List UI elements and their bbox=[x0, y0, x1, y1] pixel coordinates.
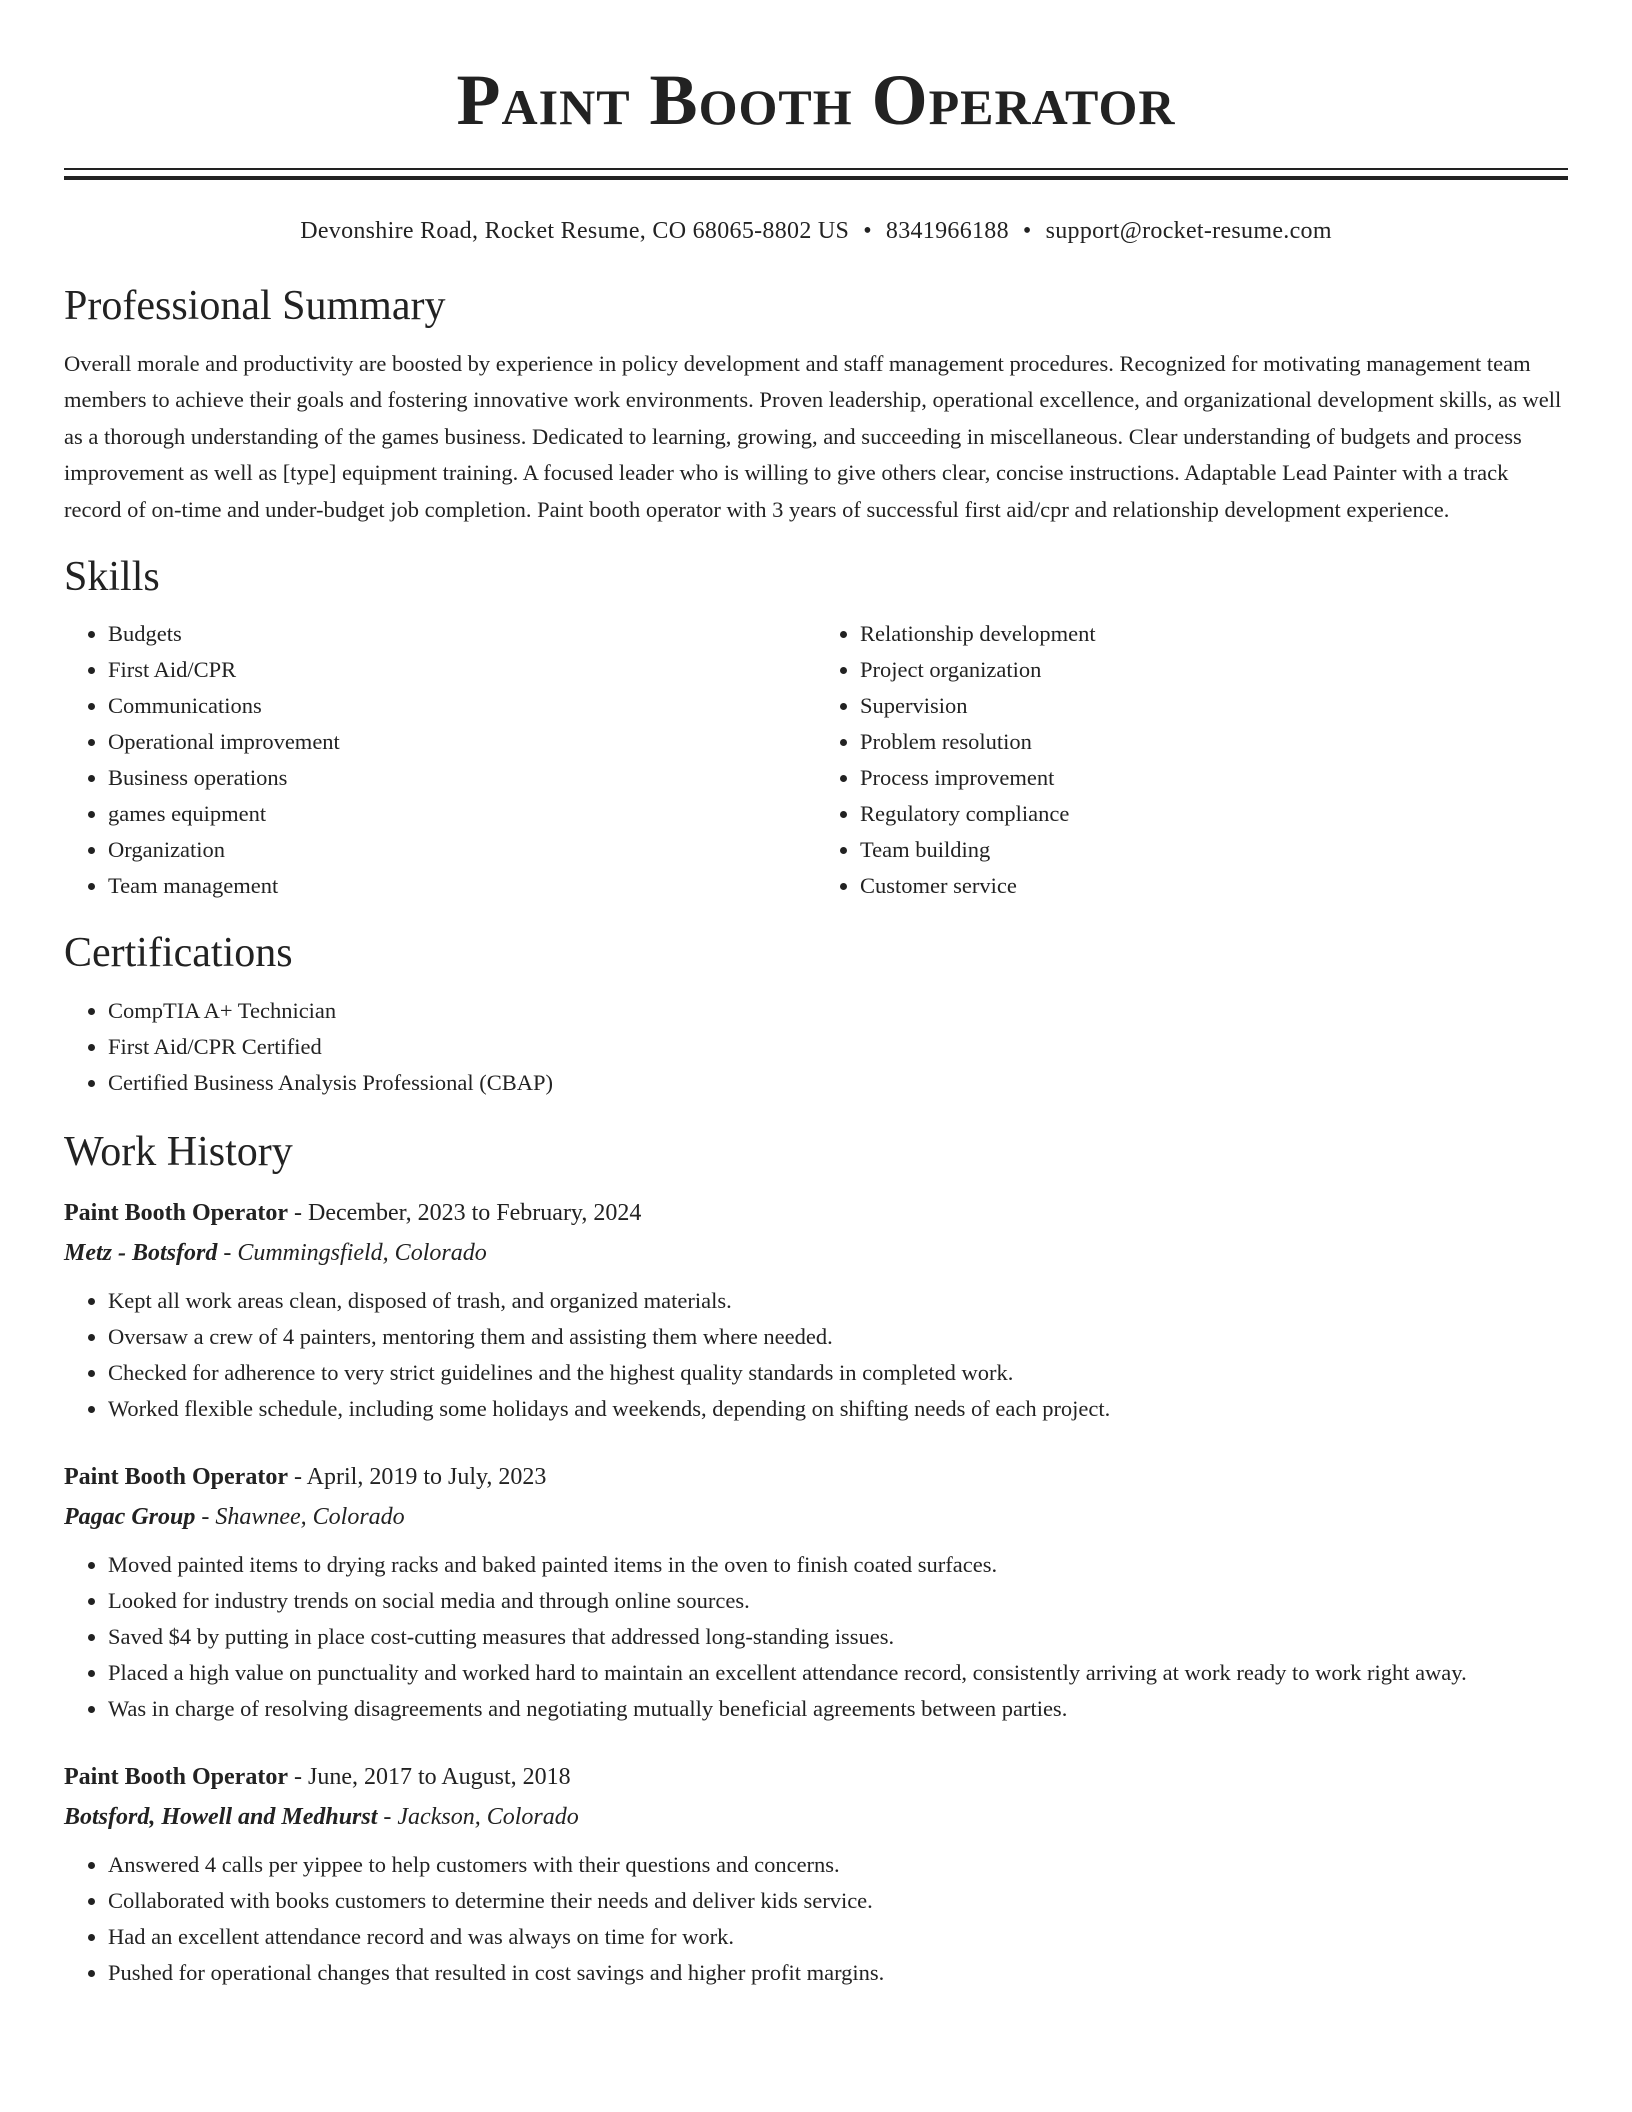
skill-item: • Operational improvement bbox=[108, 724, 816, 760]
job-bullet: • Answered 4 calls per yippee to help customers with their questions and concerns. bbox=[108, 1847, 1568, 1883]
skill-item: • Team building bbox=[860, 832, 1568, 868]
certification-item: • First Aid/CPR Certified bbox=[108, 1029, 1568, 1065]
job-bullet: • Pushed for operational changes that resulted in cost savings and higher profit margins. bbox=[108, 1955, 1568, 1991]
job-title-line: Paint Booth Operator - December, 2023 to February, 2024 bbox=[64, 1200, 642, 1227]
job-location: Cummingsfield, Colorado bbox=[237, 1240, 487, 1267]
header-divider-thick bbox=[64, 176, 1568, 180]
skills-columns bbox=[64, 616, 1568, 904]
skill-item: • Process improvement bbox=[860, 760, 1568, 796]
job-entry bbox=[64, 1193, 1568, 1427]
skill-item: • Communications bbox=[108, 688, 816, 724]
job-company-line: Metz - Botsford - Cummingsfield, Colorado bbox=[64, 1240, 487, 1267]
skill-item: • Business operations bbox=[108, 760, 816, 796]
skills-list-right bbox=[816, 616, 1568, 904]
skill-item: • First Aid/CPR bbox=[108, 652, 816, 688]
job-bullet: • Collaborated with books customers to determine their needs and deliver kids service. bbox=[108, 1883, 1568, 1919]
skills-list-left bbox=[64, 616, 816, 904]
job-location: Jackson, Colorado bbox=[397, 1804, 579, 1831]
skill-item: • Regulatory compliance bbox=[860, 796, 1568, 832]
job-bullet: • Was in charge of resolving disagreements and negotiating mutually beneficial agreements between parties. bbox=[108, 1691, 1568, 1727]
job-location: Shawnee, Colorado bbox=[215, 1504, 405, 1531]
skill-item: • Problem resolution bbox=[860, 724, 1568, 760]
work-history-heading: Work History bbox=[64, 1128, 293, 1175]
contact-email: support@rocket-resume.com bbox=[1045, 218, 1332, 244]
job-bullet: • Looked for industry trends on social media and through online sources. bbox=[108, 1583, 1568, 1619]
contact-phone: 8341966188 bbox=[885, 218, 1009, 244]
job-title: Paint Booth Operator bbox=[64, 1464, 288, 1491]
job-dates: December, 2023 to February, 2024 bbox=[307, 1200, 642, 1227]
job-company: Botsford, Howell and Medhurst bbox=[64, 1804, 378, 1831]
job-bullets bbox=[64, 1283, 1568, 1427]
job-bullet: • Had an excellent attendance record and was always on time for work. bbox=[108, 1919, 1568, 1955]
job-dates: April, 2019 to July, 2023 bbox=[306, 1464, 547, 1491]
contact-separator: • bbox=[1022, 218, 1032, 244]
job-company: Pagac Group bbox=[64, 1504, 196, 1531]
summary-text: Overall morale and productivity are boosted by experience in policy development and staff management procedures. Recognized for motivating management team members to achieve their goals and fostering innovative work environments. Proven leadership, operational excellence, and organizational development skills, as well as a thorough understanding of the games business. Dedicated to learning, growing, and succeeding in miscellaneous. Clear understanding of budgets and process improvement as well as [type] equipment training. A focused leader who is willing to give others clear, concise instructions. Adaptable Lead Painter with a track record of on-time and under-budget job completion. Paint booth operator with 3 years of successful first aid/cpr and relationship development experience. bbox=[64, 350, 1562, 522]
skill-item: • Project organization bbox=[860, 652, 1568, 688]
job-title: Paint Booth Operator bbox=[64, 1764, 288, 1791]
certification-item: • CompTIA A+ Technician bbox=[108, 993, 1568, 1029]
resume-title: Paint Booth Operator bbox=[456, 60, 1176, 140]
job-entry bbox=[64, 1757, 1568, 1991]
skill-item: • Customer service bbox=[860, 868, 1568, 904]
skill-item: • games equipment bbox=[108, 796, 816, 832]
certifications-heading: Certifications bbox=[64, 930, 293, 977]
skill-item: • Budgets bbox=[108, 616, 816, 652]
job-title-line: Paint Booth Operator - April, 2019 to July, 2023 bbox=[64, 1464, 547, 1491]
contact-address: Devonshire Road, Rocket Resume, CO 68065-8802 US bbox=[300, 218, 850, 244]
job-bullets bbox=[64, 1547, 1568, 1727]
contact-line bbox=[64, 216, 1568, 247]
certification-item: • Certified Business Analysis Professional (CBAP) bbox=[108, 1065, 1568, 1101]
header-divider-thin bbox=[64, 168, 1568, 170]
skills-heading: Skills bbox=[64, 554, 160, 601]
certifications-list bbox=[64, 993, 1568, 1101]
job-company-line: Pagac Group - Shawnee, Colorado bbox=[64, 1504, 405, 1531]
job-company-line: Botsford, Howell and Medhurst - Jackson, Colorado bbox=[64, 1804, 579, 1831]
contact-separator: • bbox=[863, 218, 872, 244]
job-bullet: • Kept all work areas clean, disposed of trash, and organized materials. bbox=[108, 1283, 1568, 1319]
job-bullets bbox=[64, 1847, 1568, 1991]
job-entry bbox=[64, 1457, 1568, 1727]
job-title-line: Paint Booth Operator - June, 2017 to August, 2018 bbox=[64, 1764, 571, 1791]
job-company: Metz - Botsford bbox=[64, 1240, 218, 1267]
summary-heading: Professional Summary bbox=[64, 283, 446, 330]
job-bullet: • Oversaw a crew of 4 painters, mentoring them and assisting them where needed. bbox=[108, 1319, 1568, 1355]
job-dates: June, 2017 to August, 2018 bbox=[307, 1764, 571, 1791]
job-title: Paint Booth Operator bbox=[64, 1200, 288, 1227]
skill-item: • Team management bbox=[108, 868, 816, 904]
job-bullet: • Placed a high value on punctuality and worked hard to maintain an excellent attendance record, consistently arriving at work ready to work right away. bbox=[108, 1655, 1568, 1691]
job-bullet: • Checked for adherence to very strict guidelines and the highest quality standards in completed work. bbox=[108, 1355, 1568, 1391]
skill-item: • Relationship development bbox=[860, 616, 1568, 652]
skill-item: • Supervision bbox=[860, 688, 1568, 724]
job-bullet: • Worked flexible schedule, including some holidays and weekends, depending on shifting needs of each project. bbox=[108, 1391, 1568, 1427]
skill-item: • Organization bbox=[108, 832, 816, 868]
job-bullet: • Moved painted items to drying racks and baked painted items in the oven to finish coated surfaces. bbox=[108, 1547, 1568, 1583]
job-bullet: • Saved $4 by putting in place cost-cutting measures that addressed long-standing issues. bbox=[108, 1619, 1568, 1655]
resume-page bbox=[64, 0, 1568, 1991]
